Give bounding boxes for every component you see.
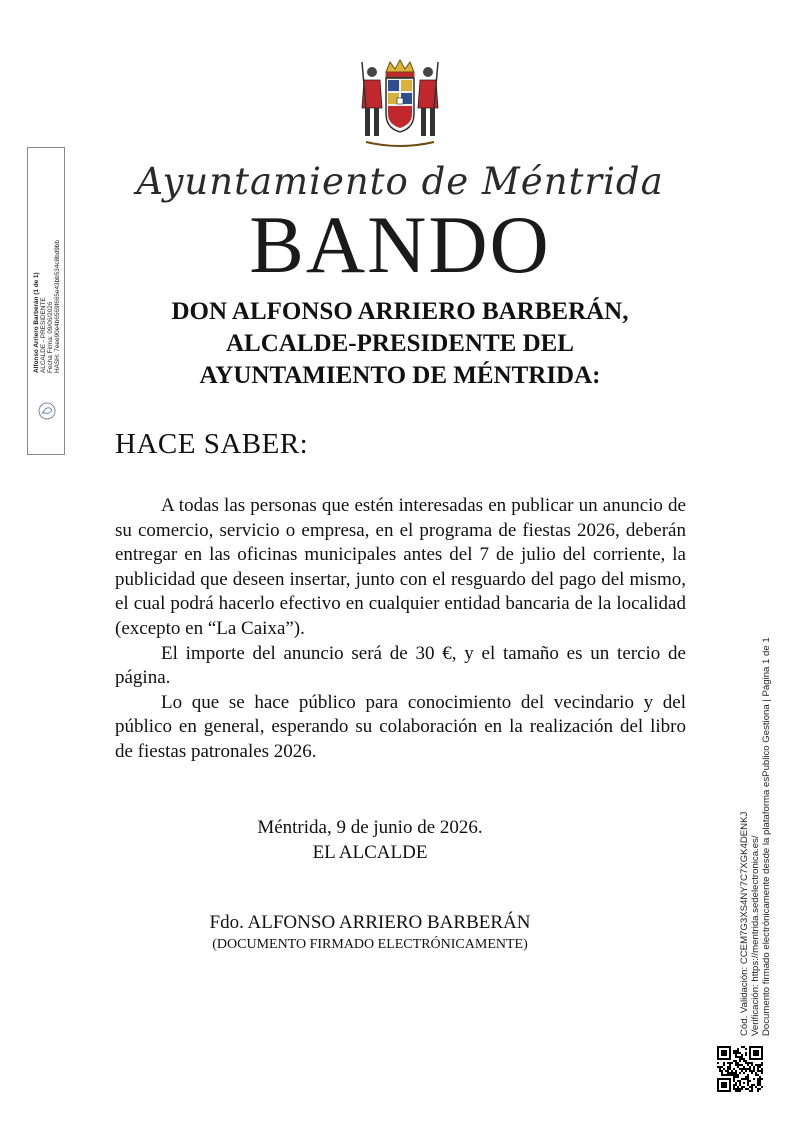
verification-url[interactable]: Verificación: https://mentrida.sedelectronica.es/ bbox=[750, 835, 761, 1036]
announcement-heading: HACE SABER: bbox=[115, 428, 309, 460]
signature-block bbox=[170, 815, 570, 865]
platform-note: Documento firmado electrónicamente desde la plataforma esPublico Gestiona | Página 1 de 1 bbox=[761, 637, 772, 1036]
document-type-title: BANDO bbox=[249, 199, 551, 290]
issuer-block bbox=[100, 296, 700, 392]
signer-name: Fdo. ALFONSO ARRIERO BARBERÁN bbox=[209, 912, 531, 933]
electronic-signature-note: (DOCUMENTO FIRMADO ELECTRÓNICAMENTE) bbox=[212, 937, 528, 952]
signature-seal-icon bbox=[36, 400, 58, 422]
validation-code: Cód. Validación: CCEM7G3XS4NY7C7XGK4DENKJ bbox=[739, 811, 750, 1036]
signature-stamp bbox=[27, 147, 65, 455]
signer-role: EL ALCALDE bbox=[312, 842, 428, 863]
announcement-body bbox=[115, 494, 686, 765]
qr-code-icon[interactable] bbox=[717, 1046, 763, 1092]
stamp-role: ALCALDE - PRESIDENTE bbox=[40, 297, 47, 373]
stamp-signer: Alfonso Arriero Barberán (1 de 1) bbox=[33, 272, 40, 373]
body-paragraph-3: Lo que se hace público para conocimiento del vecindario y del público en general, esperando su colaboración en la realización del libro de fiestas patronales 2026. bbox=[115, 691, 686, 762]
stamp-hash: HASH: 7eee90e4b6569f665e43bb534c8bd9bb bbox=[54, 240, 61, 373]
stamp-date: Fecha Firma: 09/06/2026 bbox=[47, 301, 54, 373]
body-paragraph-2: El importe del anuncio será de 30 €, y el tamaño es un tercio de página. bbox=[115, 642, 686, 689]
place-date: Méntrida, 9 de junio de 2026. bbox=[257, 817, 483, 838]
body-paragraph-1: A todas las personas que estén interesadas en publicar un anuncio de su comercio, servicio o empresa, en el programa de fiestas 2026, deberán entregar en las oficinas municipales antes del 7 de julio del corriente, la publicidad que deseen insertar, junto con el resguardo del pago del mismo, el cual podrá hacerlo efectivo en cualquier entidad bancaria de la localidad (excepto en “La Caixa”). bbox=[115, 495, 686, 639]
issuer-line-1: DON ALFONSO ARRIERO BARBERÁN, bbox=[171, 298, 629, 325]
coat-of-arms-icon bbox=[358, 58, 442, 150]
issuer-line-2: ALCALDE-PRESIDENTE DEL bbox=[226, 330, 574, 357]
issuer-line-3: AYUNTAMIENTO DE MÉNTRIDA: bbox=[199, 362, 601, 389]
municipality-name: Ayuntamiento de Méntrida bbox=[136, 160, 664, 203]
